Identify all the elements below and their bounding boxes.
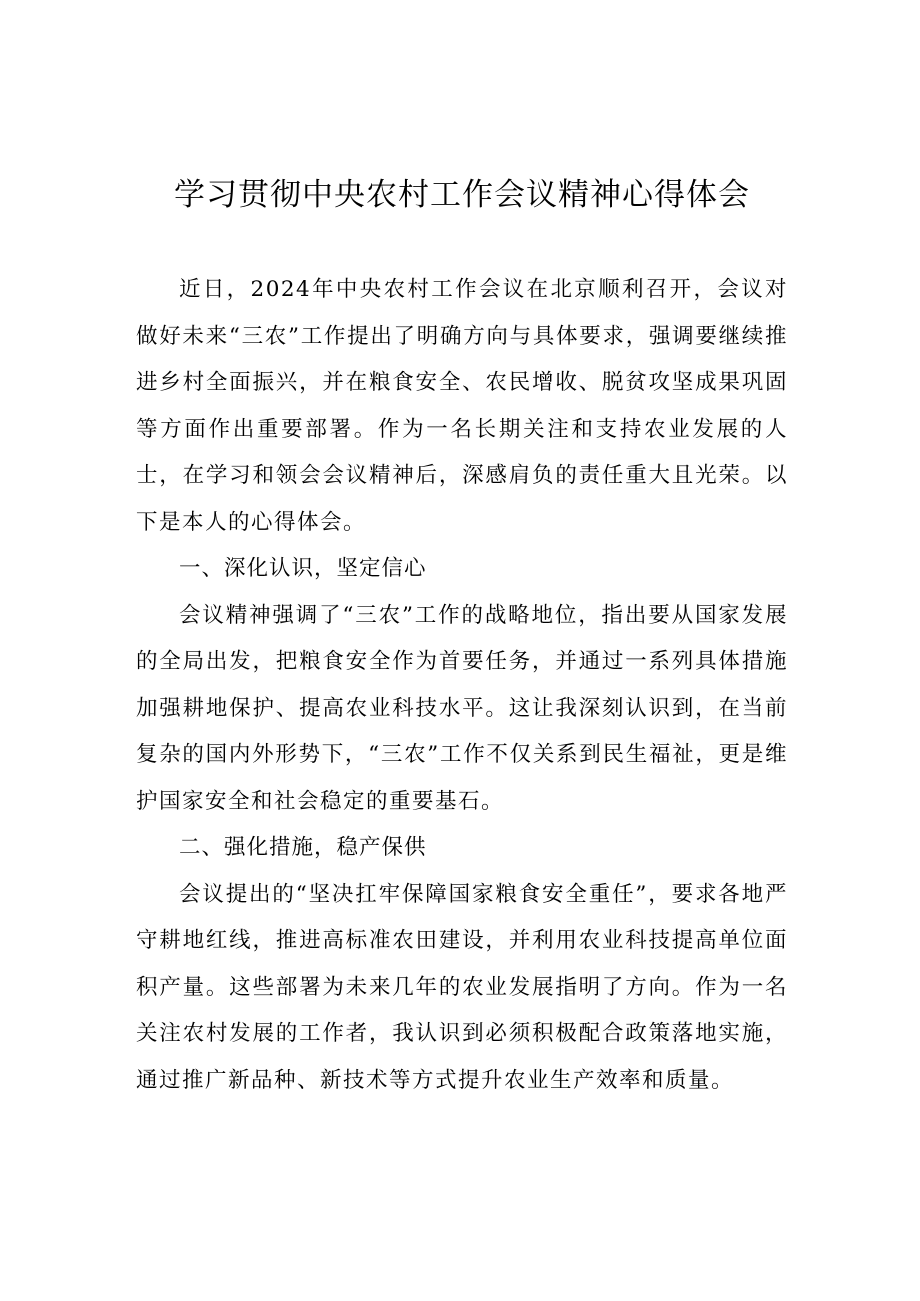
section-1-paragraph: 会议精神强调了“三农”工作的战略地位，指出要从国家发展的全局出发，把粮食安全作为首要任务，并通过一系列具体措施加强耕地保护、提高农业科技水平。这让我深刻认识到，在当前复杂的国内外形势下，“三农”工作不仅关系到民生福祉，更是维护国家安全和社会稳定的重要基石。 <box>136 602 788 814</box>
section-2-paragraph: 会议提出的“坚决扛牢保障国家粮食安全重任”，要求各地严守耕地红线，推进高标准农田建设，并利用农业科技提高单位面积产量。这些部署为未来几年的农业发展指明了方向。作为一名关注农村发展的工作者，我认识到必须积极配合政策落地实施，通过推广新品种、新技术等方式提升农业生产效率和质量。 <box>136 881 788 1093</box>
section-heading-2: 二、强化措施，稳产保供 <box>179 835 427 860</box>
intro-paragraph: 近日，2024年中央农村工作会议在北京顺利召开，会议对做好未来“三农”工作提出了明确方向与具体要求，强调要继续推进乡村全面振兴，并在粮食安全、农民增收、脱贫攻坚成果巩固等方面作出重要部署。作为一名长期关注和支持农业发展的人士，在学习和领会会议精神后，深感肩负的责任重大且光荣。以下是本人的心得体会。 <box>136 277 788 535</box>
document-page <box>136 170 788 1104</box>
document-title: 学习贯彻中央农村工作会议精神心得体会 <box>174 177 750 213</box>
title-spacer <box>136 220 788 267</box>
section-heading-1: 一、深化认识，坚定信心 <box>179 556 427 581</box>
